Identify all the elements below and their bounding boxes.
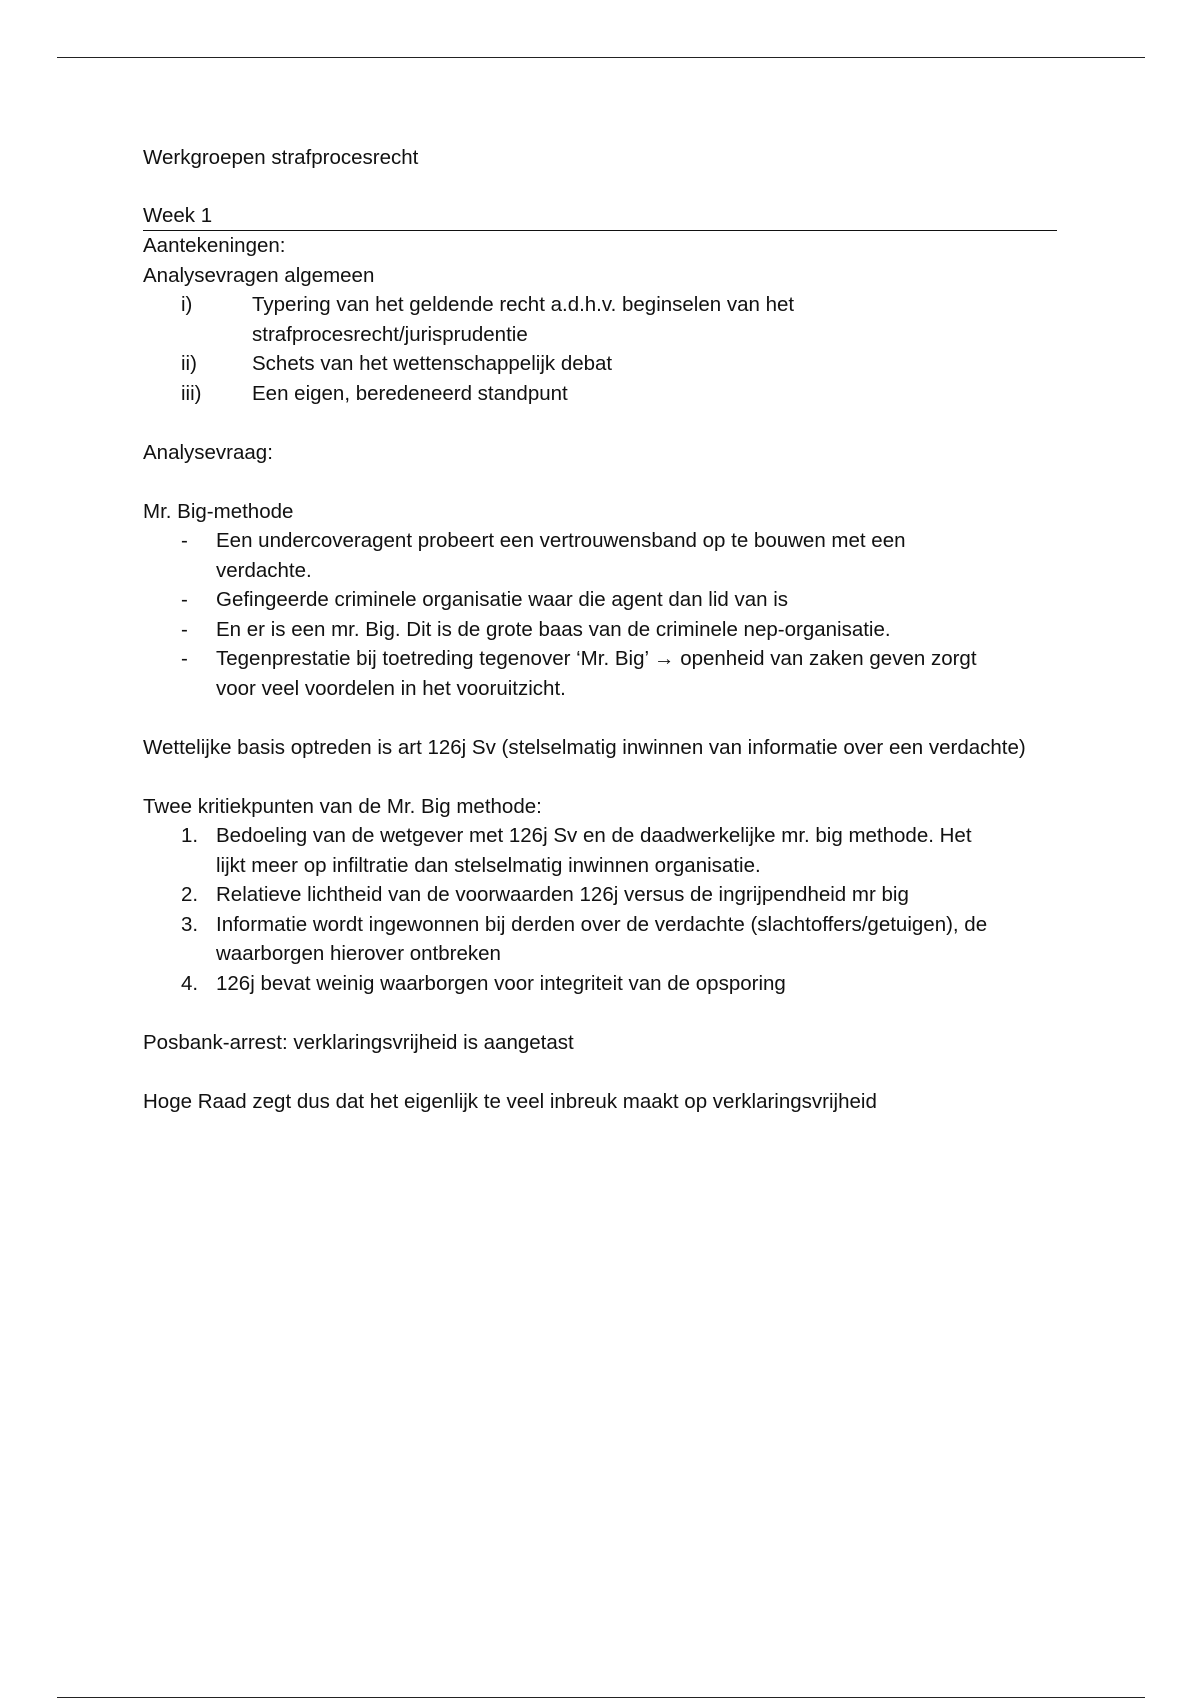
analysis-general-list — [143, 290, 1063, 408]
list-marker: - — [181, 647, 188, 670]
list-item-text: Gefingeerde criminele organisatie waar die agent dan lid van is — [216, 588, 789, 611]
page-top-rule — [57, 57, 1145, 58]
mr-big-list — [143, 526, 1063, 703]
list-item-text: Schets van het wettenschappelijk debat — [252, 352, 613, 375]
list-item-text: En er is een mr. Big. Dit is de grote baas van de criminele nep-organisatie. — [216, 617, 891, 641]
spacer — [143, 703, 1063, 733]
spacer — [143, 173, 1063, 203]
list-item — [143, 969, 1001, 999]
list-item-text: Informatie wordt ingewonnen bij derden over de verdachte (slachtoffers/getuigen), de waarborgen hierover ontbreken — [216, 912, 988, 965]
critique-list — [143, 821, 1063, 998]
list-marker: 3. — [181, 912, 199, 936]
list-marker: - — [181, 588, 188, 611]
list-marker: i) — [181, 293, 193, 316]
spacer — [143, 1057, 1063, 1087]
list-item-text: Bedoeling van de wetgever met 126j Sv en de daadwerkelijke mr. big methode. Het lijkt meer op infiltratie dan stelselmatig inwinnen organisatie. — [216, 824, 972, 877]
spacer — [143, 762, 1063, 792]
page-bottom-rule — [57, 1697, 1145, 1698]
list-marker: - — [181, 617, 188, 641]
legal-basis-paragraph: Wettelijke basis optreden is art 126j Sv (stelselmatig inwinnen van informatie over een verdachte) — [143, 735, 1026, 759]
list-item — [143, 526, 986, 585]
list-item — [143, 821, 1001, 880]
list-item-text: Een undercoveragent probeert een vertrouwensband op te bouwen met een verdachte. — [216, 529, 906, 582]
list-marker: iii) — [181, 381, 202, 405]
list-marker: - — [181, 529, 188, 552]
notes-label: Aantekeningen: — [143, 234, 286, 257]
posbank-paragraph: Posbank-arrest: verklaringsvrijheid is aangetast — [143, 1030, 574, 1054]
critique-heading: Twee kritiekpunten van de Mr. Big methode: — [143, 794, 542, 818]
list-item-text: Een eigen, beredeneerd standpunt — [252, 381, 568, 405]
week-heading: Week 1 — [143, 202, 1057, 231]
analysis-general-heading: Analysevragen algemeen — [143, 263, 375, 287]
list-item — [143, 290, 1063, 349]
list-item — [143, 585, 986, 615]
list-item-text: openheid van zaken geven zorgt voor veel voordelen in het vooruitzicht. — [216, 647, 977, 700]
list-marker: 4. — [181, 971, 199, 995]
list-item-text: Typering van het geldende recht a.d.h.v. beginselen van het strafprocesrecht/jurisprudentie — [252, 293, 795, 346]
arrow-right-icon: → — [653, 647, 675, 670]
list-marker: 1. — [181, 824, 199, 847]
list-item-text: Tegenprestatie bij toetreding tegenover ‘Mr. Big’ — [216, 647, 649, 670]
list-item — [143, 615, 986, 645]
list-item — [143, 349, 1063, 379]
list-item — [143, 910, 1001, 969]
list-marker: 2. — [181, 883, 199, 906]
document-title: Werkgroepen strafprocesrecht — [143, 146, 419, 169]
hoge-raad-paragraph: Hoge Raad zegt dus dat het eigenlijk te veel inbreuk maakt op verklaringsvrijheid — [143, 1089, 877, 1113]
document-body — [143, 143, 1063, 1116]
mr-big-heading: Mr. Big-methode — [143, 499, 294, 523]
list-item — [143, 379, 1063, 409]
list-item — [143, 880, 1001, 910]
analysis-question-label: Analysevraag: — [143, 440, 273, 464]
list-item — [143, 644, 986, 703]
list-marker: ii) — [181, 352, 197, 375]
spacer — [143, 467, 1063, 497]
spacer — [143, 998, 1063, 1028]
spacer — [143, 408, 1063, 438]
list-item-text: 126j bevat weinig waarborgen voor integriteit van de opsporing — [216, 971, 786, 995]
list-item-text: Relatieve lichtheid van de voorwaarden 126j versus de ingrijpendheid mr big — [216, 883, 909, 906]
